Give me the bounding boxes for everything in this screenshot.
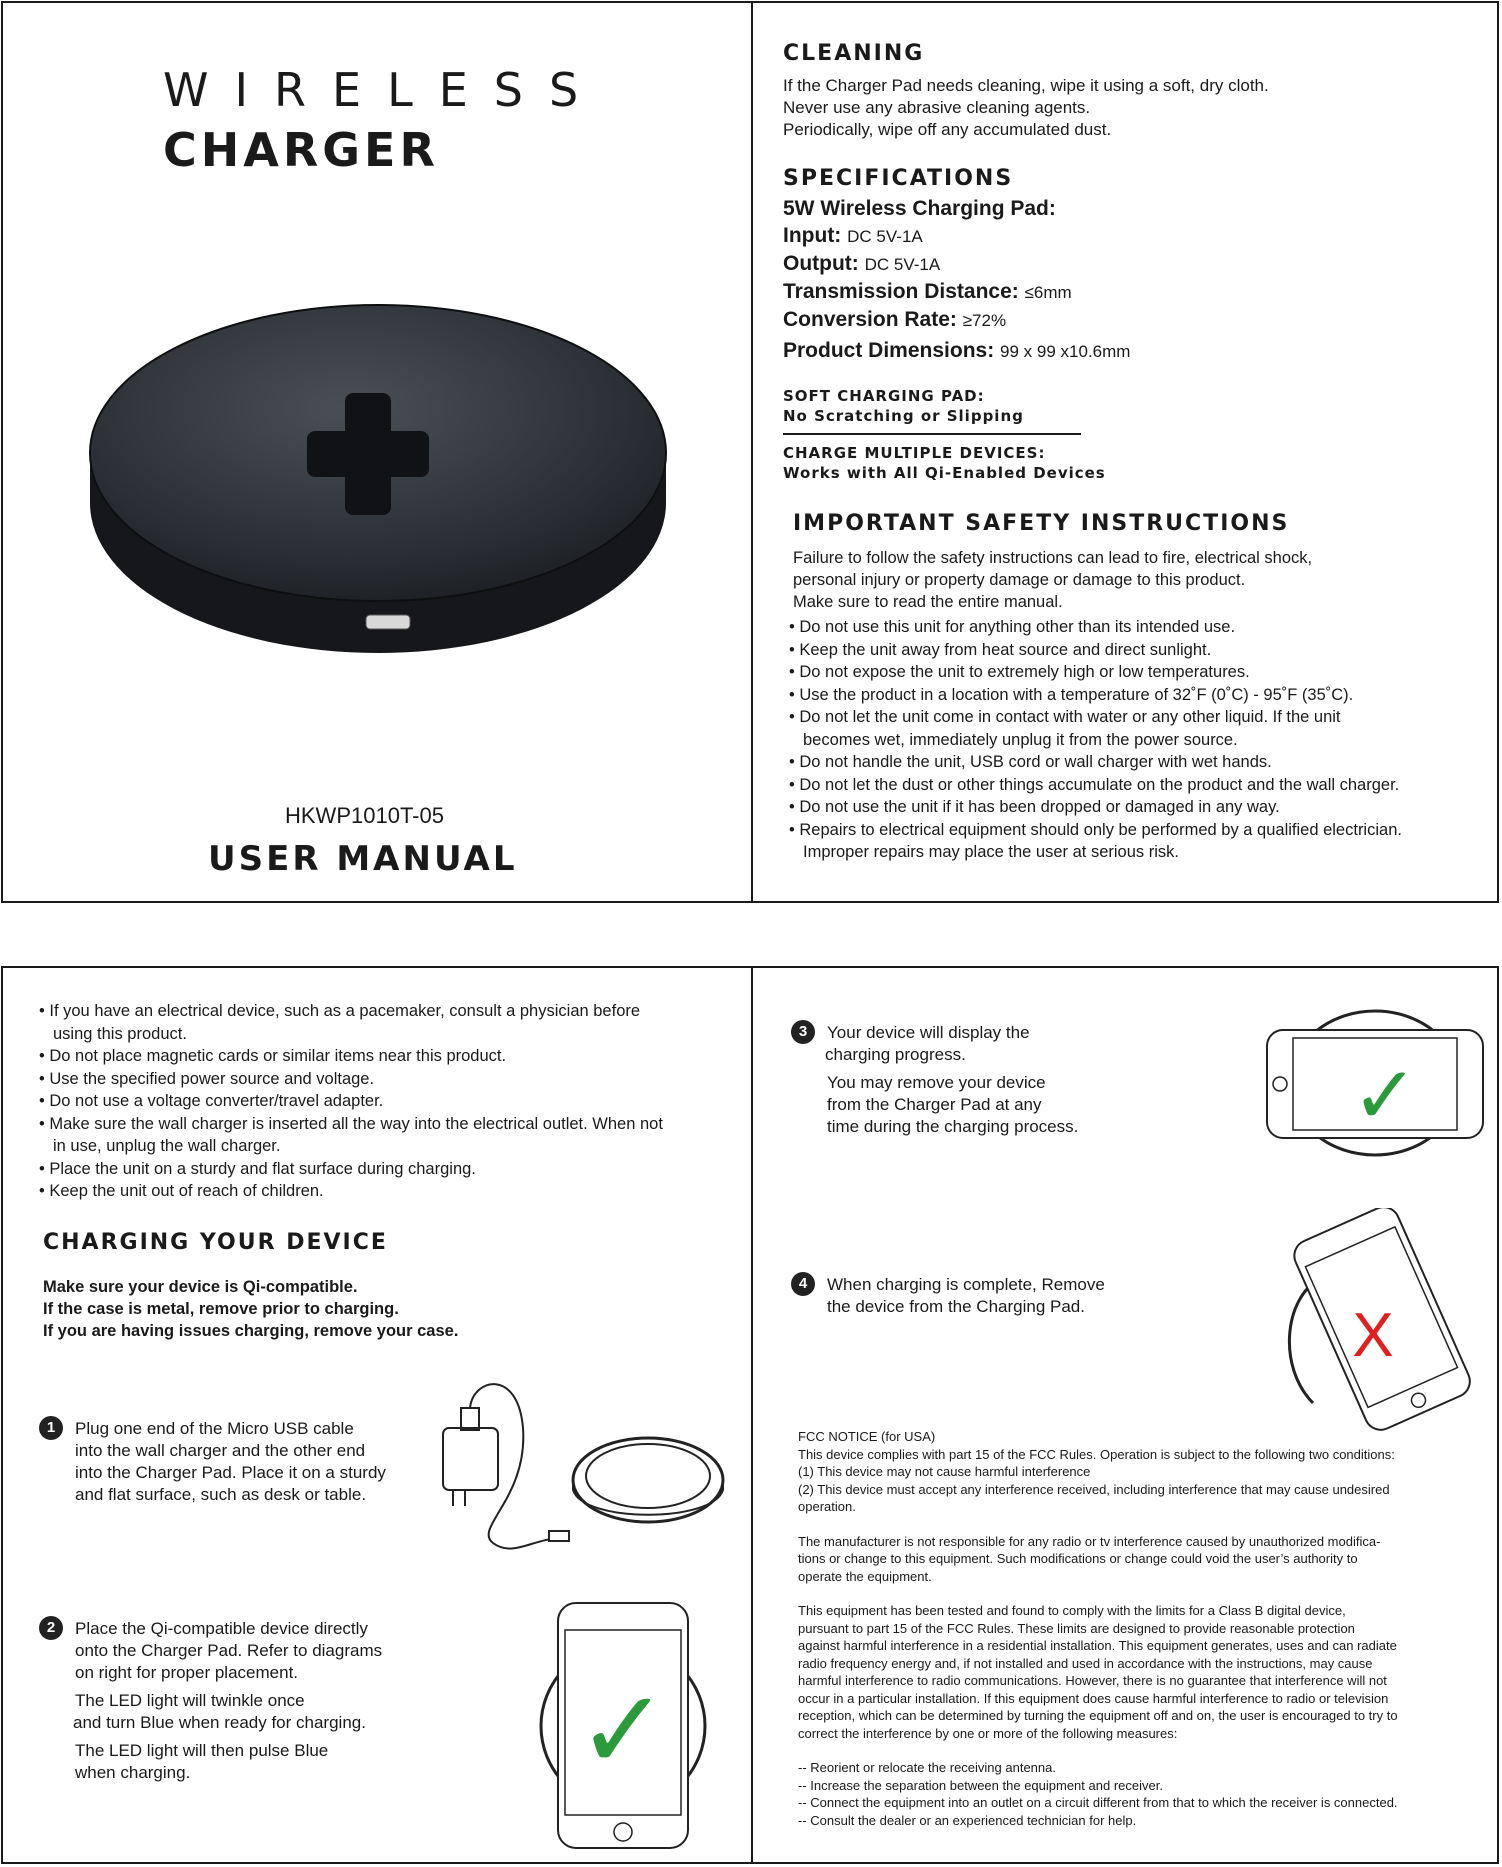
spec-label: Transmission Distance: [783, 280, 1019, 303]
cover-subtitle: USER MANUAL [208, 839, 518, 879]
charging-heading: CHARGING YOUR DEVICE [43, 1230, 388, 1255]
manual-sheet-back [1, 966, 1499, 1864]
spec-value: DC 5V-1A [864, 255, 941, 274]
step-badge-2: 2 [39, 1616, 63, 1640]
fcc-line: operate the equipment. [798, 1568, 932, 1584]
feature-title: CHARGE MULTIPLE DEVICES: [783, 444, 1046, 462]
spec-value: 99 x 99 x10.6mm [1000, 342, 1131, 361]
safety-item: • Do not handle the unit, USB cord or wall charger with wet hands. [789, 751, 1499, 774]
specifications-heading: SPECIFICATIONS [783, 166, 1014, 191]
step-badge-4: 4 [791, 1272, 815, 1296]
safety-item: • Use the product in a location with a temperature of 32˚F (0˚C) - 95˚F (35˚C). [789, 684, 1499, 707]
safety-item: • Place the unit on a sturdy and flat surface during charging. [39, 1158, 659, 1181]
spec-row-conversion [783, 306, 1130, 334]
spec-label: Output: [783, 252, 859, 275]
fcc-line: operation. [798, 1499, 856, 1514]
fcc-measures [798, 1759, 1502, 1829]
safety-item: • Keep the unit out of reach of children. [39, 1180, 659, 1203]
specifications-list [783, 195, 1130, 365]
step-line: time during the charging process. [827, 1117, 1079, 1136]
safety-item: • Use the specified power source and voltage. [39, 1068, 659, 1091]
fcc-line: This device complies with part 15 of the FCC Rules. Operation is subject to the following two conditions: [798, 1446, 1395, 1462]
spec-label: Input: [783, 224, 842, 247]
step-line: into the Charger Pad. Place it on a sturdy [75, 1463, 386, 1482]
fcc-line: occur in a particular installation. If this equipment does cause harmful interference to radio or television [798, 1690, 1389, 1706]
fcc-paragraph-1 [798, 1428, 1502, 1516]
spec-row-output [783, 250, 1130, 278]
step-2-text [75, 1618, 382, 1784]
step-line: Plug one end of the Micro USB cable [75, 1419, 354, 1438]
wall-charger-and-pad-image [433, 1368, 733, 1568]
safety-item: • Do not place magnetic cards or similar items near this product. [39, 1045, 659, 1068]
step-line: the device from the Charging Pad. [827, 1297, 1085, 1316]
feature-title: SOFT CHARGING PAD: [783, 387, 985, 405]
steps-and-fcc-panel [753, 968, 1497, 1862]
safety-item: • Do not let the dust or other things accumulate on the product and the wall charger. [789, 774, 1499, 797]
check-mark: ✓ [576, 1666, 670, 1794]
fcc-line: tions or change to this equipment. Such modifications or change could void the user’s authority to [798, 1551, 1358, 1566]
charging-note: If you are having issues charging, remove your case. [43, 1322, 459, 1340]
fcc-line: against harmful interference in a residential installation. This equipment generates, uses and can radiate [798, 1638, 1397, 1653]
step-badge-1: 1 [39, 1416, 63, 1440]
safety-intro [793, 547, 1312, 613]
cleaning-line: Periodically, wipe off any accumulated dust. [783, 120, 1112, 139]
spec-value: DC 5V-1A [847, 227, 923, 246]
spec-label: Conversion Rate: [783, 308, 957, 331]
manual-sheet-front [1, 1, 1499, 903]
cover-title-wireless: WIRELESS [163, 63, 605, 117]
fcc-line: (2) This device must accept any interference received, including interference that may cause undesired [798, 1481, 1390, 1497]
spec-row-distance [783, 278, 1130, 306]
step-line: Your device will display the [827, 1023, 1030, 1042]
feature-text: Works with All Qi-Enabled Devices [783, 464, 1106, 482]
safety-item: • Do not use the unit if it has been dropped or damaged in any way. [789, 796, 1499, 819]
safety-item: • Do not use a voltage converter/travel adapter. [39, 1090, 659, 1113]
cross-mark: X [1352, 1301, 1394, 1370]
cleaning-line: Never use any abrasive cleaning agents. [783, 98, 1091, 117]
instructions-panel [3, 968, 751, 1862]
feature-multiple-devices [783, 443, 1106, 483]
step-line: The LED light will then pulse Blue [75, 1741, 329, 1760]
cover-title-charger: CHARGER [163, 123, 439, 177]
safety-intro-line: Failure to follow the safety instructions can lead to fire, electrical shock, [793, 549, 1313, 567]
phone-lifted-from-pad-image [1273, 1208, 1473, 1433]
info-panel [753, 3, 1497, 901]
fcc-paragraph-2 [798, 1533, 1502, 1586]
step-line: Place the Qi-compatible device directly [75, 1619, 368, 1638]
step-line: onto the Charger Pad. Refer to diagrams [75, 1641, 383, 1660]
phone-on-pad-correct-image [533, 1598, 713, 1853]
step-line: When charging is complete, Remove [827, 1275, 1105, 1294]
step-line: The LED light will twinkle once [75, 1691, 305, 1710]
step-4-text [827, 1274, 1105, 1318]
step-3-text [827, 1022, 1078, 1138]
step-line: into the wall charger and the other end [75, 1441, 366, 1460]
step-badge-3: 3 [791, 1020, 815, 1044]
fcc-measure: -- Connect the equipment into an outlet on a circuit different from that to which the receiver is connected. [798, 1795, 1398, 1810]
cover-panel [3, 3, 751, 901]
step-line: and turn Blue when ready for charging. [73, 1713, 366, 1732]
step-1-text [75, 1418, 386, 1506]
fcc-notice [798, 1428, 1502, 1846]
fcc-line: reception, which can be determined by turning the equipment off and on, the user is encouraged to try to [798, 1708, 1398, 1723]
fcc-measure: -- Reorient or relocate the receiving antenna. [798, 1760, 1056, 1775]
spec-product: 5W Wireless Charging Pad: [783, 197, 1056, 220]
fcc-line: correct the interference by one or more of the following measures: [798, 1725, 1178, 1741]
charging-note: Make sure your device is Qi-compatible. [43, 1278, 358, 1296]
charging-note: If the case is metal, remove prior to charging. [43, 1300, 399, 1318]
feature-soft-pad [783, 386, 1024, 426]
feature-divider [783, 433, 1081, 435]
fcc-line: This equipment has been tested and found to comply with the limits for a Class B digital device, [798, 1603, 1346, 1618]
safety-intro-line: personal injury or property damage or damage to this product. [793, 571, 1246, 589]
safety-item: • Do not let the unit come in contact with water or any other liquid. If the unit becomes wet, immediately unplug it from the power source. [789, 706, 1403, 751]
step-line: on right for proper placement. [75, 1663, 299, 1682]
step-line: You may remove your device [827, 1073, 1046, 1092]
spec-value: ≤6mm [1024, 283, 1072, 302]
fcc-line: pursuant to part 15 of the FCC Rules. These limits are designed to provide reasonable protection [798, 1620, 1355, 1636]
model-number: HKWP1010T-05 [285, 803, 444, 828]
fcc-line: (1) This device may not cause harmful interference [798, 1464, 1091, 1479]
check-mark: ✓ [1351, 1049, 1419, 1142]
fcc-line: The manufacturer is not responsible for any radio or tv interference caused by unauthorized modifica- [798, 1533, 1381, 1549]
step-line: and flat surface, such as desk or table. [75, 1485, 367, 1504]
safety-heading: IMPORTANT SAFETY INSTRUCTIONS [793, 511, 1290, 536]
spec-label: Product Dimensions: [783, 339, 995, 362]
charger-pad-image [88, 303, 673, 663]
cleaning-text [783, 75, 1269, 141]
safety-item: • Do not use this unit for anything other than its intended use. [789, 616, 1499, 639]
fcc-measure: -- Consult the dealer or an experienced technician for help. [798, 1812, 1137, 1828]
fcc-paragraph-3 [798, 1602, 1502, 1742]
cleaning-heading: CLEANING [783, 41, 925, 66]
fcc-line: FCC NOTICE (for USA) [798, 1429, 936, 1444]
safety-item: • Do not expose the unit to extremely high or low temperatures. [789, 661, 1499, 684]
charging-notes [43, 1276, 458, 1342]
fcc-measure: -- Increase the separation between the equipment and receiver. [798, 1777, 1163, 1793]
safety-intro-line: Make sure to read the entire manual. [793, 593, 1063, 611]
phone-landscape-on-pad-image [1265, 1008, 1485, 1158]
step-line: from the Charger Pad at any [827, 1095, 1042, 1114]
safety-item: • Make sure the wall charger is inserted all the way into the electrical outlet. When not in use, unplug the wall charger. [39, 1113, 673, 1158]
step-line: charging progress. [825, 1045, 966, 1064]
safety-item: • If you have an electrical device, such as a pacemaker, consult a physician before using this product. [39, 1000, 663, 1045]
spec-row-input [783, 222, 1130, 250]
spec-row-dimensions [783, 337, 1130, 365]
fcc-line: radio frequency energy and, if not installed and used in accordance with the instructions, may cause [798, 1655, 1373, 1671]
spec-value: ≥72% [962, 311, 1007, 330]
fcc-line: harmful interference to radio communications. However, there is no guarantee that interference will not [798, 1673, 1387, 1688]
safety-list [789, 616, 1499, 864]
safety-list-continued [39, 1000, 663, 1203]
cleaning-line: If the Charger Pad needs cleaning, wipe it using a soft, dry cloth. [783, 76, 1269, 95]
feature-text: No Scratching or Slipping [783, 407, 1024, 425]
step-line: when charging. [75, 1763, 191, 1782]
safety-item: • Repairs to electrical equipment should only be performed by a qualified electrician. Improper repairs may place the user at serious risk. [789, 819, 1403, 864]
safety-item: • Keep the unit away from heat source and direct sunlight. [789, 639, 1499, 662]
